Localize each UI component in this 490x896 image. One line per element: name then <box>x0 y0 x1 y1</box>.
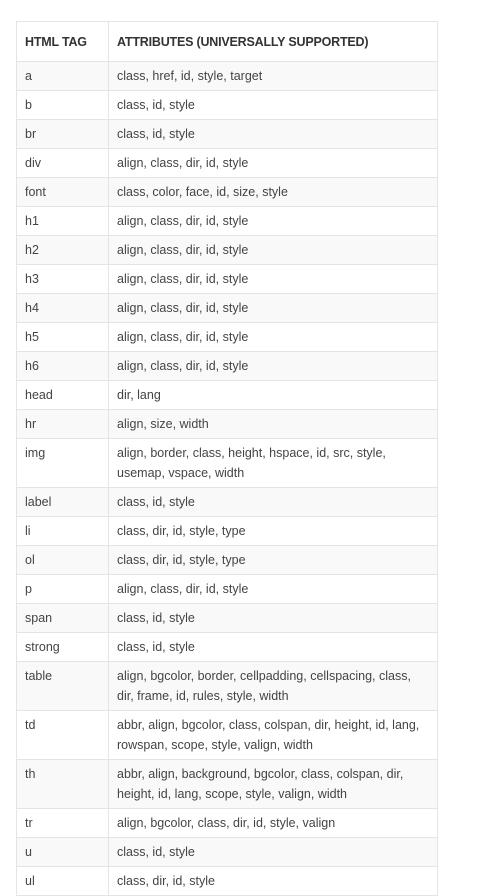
attributes-cell: class, id, style <box>109 120 438 149</box>
attributes-cell: align, bgcolor, class, dir, id, style, valign <box>109 809 438 838</box>
attributes-cell: align, size, width <box>109 410 438 439</box>
table-row <box>17 410 438 439</box>
table-row <box>17 575 438 604</box>
table-row <box>17 517 438 546</box>
attributes-cell: align, class, dir, id, style <box>109 323 438 352</box>
attributes-cell: class, id, style <box>109 838 438 867</box>
tag-cell: li <box>17 517 109 546</box>
tag-cell: h2 <box>17 236 109 265</box>
table-row <box>17 91 438 120</box>
tag-cell: hr <box>17 410 109 439</box>
attributes-cell: align, class, dir, id, style <box>109 294 438 323</box>
table-row <box>17 662 438 711</box>
tag-cell: ol <box>17 546 109 575</box>
attributes-cell: align, class, dir, id, style <box>109 149 438 178</box>
tag-cell: h3 <box>17 265 109 294</box>
table-row <box>17 323 438 352</box>
attributes-cell: class, dir, id, style <box>109 867 438 896</box>
attributes-cell: class, id, style <box>109 633 438 662</box>
tag-cell: head <box>17 381 109 410</box>
tag-cell: h5 <box>17 323 109 352</box>
attributes-cell: class, id, style <box>109 604 438 633</box>
table-row <box>17 711 438 760</box>
tag-cell: label <box>17 488 109 517</box>
attributes-cell: abbr, align, background, bgcolor, class, colspan, dir, height, id, lang, scope, style, valign, width <box>109 760 438 809</box>
header-row <box>17 22 438 62</box>
tag-cell: h1 <box>17 207 109 236</box>
tag-cell: td <box>17 711 109 760</box>
attributes-cell: align, class, dir, id, style <box>109 352 438 381</box>
table-row <box>17 546 438 575</box>
attributes-cell: align, bgcolor, border, cellpadding, cellspacing, class, dir, frame, id, rules, style, width <box>109 662 438 711</box>
table-row <box>17 760 438 809</box>
tag-cell: th <box>17 760 109 809</box>
table-row <box>17 236 438 265</box>
tag-cell: div <box>17 149 109 178</box>
table-row <box>17 294 438 323</box>
header-html-tag: HTML TAG <box>17 22 109 62</box>
tag-cell: p <box>17 575 109 604</box>
tag-cell: table <box>17 662 109 711</box>
attributes-cell: align, border, class, height, hspace, id, src, style, usemap, vspace, width <box>109 439 438 488</box>
table-row <box>17 439 438 488</box>
tag-cell: h6 <box>17 352 109 381</box>
tag-cell: strong <box>17 633 109 662</box>
table-row <box>17 149 438 178</box>
table-row <box>17 207 438 236</box>
tag-cell: h4 <box>17 294 109 323</box>
attributes-table-container <box>16 21 437 896</box>
tag-cell: tr <box>17 809 109 838</box>
attributes-cell: class, dir, id, style, type <box>109 517 438 546</box>
attributes-cell: align, class, dir, id, style <box>109 575 438 604</box>
table-row <box>17 809 438 838</box>
table-row <box>17 604 438 633</box>
table-row <box>17 265 438 294</box>
attributes-cell: dir, lang <box>109 381 438 410</box>
html-attributes-table <box>16 21 438 896</box>
header-attributes: ATTRIBUTES (UNIVERSALLY SUPPORTED) <box>109 22 438 62</box>
tag-cell: b <box>17 91 109 120</box>
attributes-cell: abbr, align, bgcolor, class, colspan, dir, height, id, lang, rowspan, scope, style, valign, width <box>109 711 438 760</box>
table-row <box>17 381 438 410</box>
attributes-cell: align, class, dir, id, style <box>109 207 438 236</box>
table-row <box>17 838 438 867</box>
attributes-cell: class, id, style <box>109 91 438 120</box>
table-row <box>17 120 438 149</box>
tag-cell: a <box>17 62 109 91</box>
table-row <box>17 488 438 517</box>
attributes-cell: align, class, dir, id, style <box>109 265 438 294</box>
table-body <box>17 62 438 896</box>
attributes-cell: class, id, style <box>109 488 438 517</box>
tag-cell: u <box>17 838 109 867</box>
table-row <box>17 633 438 662</box>
attributes-cell: class, href, id, style, target <box>109 62 438 91</box>
attributes-cell: class, color, face, id, size, style <box>109 178 438 207</box>
table-row <box>17 352 438 381</box>
table-row <box>17 867 438 896</box>
tag-cell: font <box>17 178 109 207</box>
table-row <box>17 178 438 207</box>
table-row <box>17 62 438 91</box>
tag-cell: img <box>17 439 109 488</box>
table-header <box>17 22 438 62</box>
tag-cell: br <box>17 120 109 149</box>
attributes-cell: align, class, dir, id, style <box>109 236 438 265</box>
tag-cell: span <box>17 604 109 633</box>
tag-cell: ul <box>17 867 109 896</box>
attributes-cell: class, dir, id, style, type <box>109 546 438 575</box>
